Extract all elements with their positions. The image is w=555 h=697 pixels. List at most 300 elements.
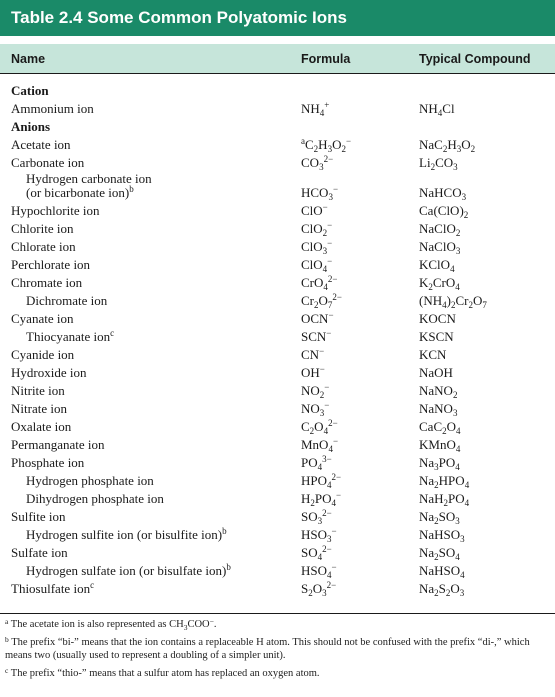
formula-part: 4: [455, 444, 461, 454]
formula-part: 2: [341, 144, 346, 154]
formula-part: PO: [314, 491, 332, 506]
table-row: [0, 400, 555, 418]
formula-cell: [301, 401, 329, 417]
footnote-mark: b: [5, 634, 9, 644]
section-heading-row: [0, 82, 555, 100]
table-row: [0, 310, 555, 328]
formula-cell: [301, 275, 337, 291]
formula-part: −: [327, 256, 333, 266]
formula-part: 7: [327, 300, 333, 310]
formula-cell: [301, 155, 333, 171]
formula-part: NaH: [419, 491, 444, 506]
formula-part: NaClO: [419, 221, 456, 236]
formula-part: CO: [435, 155, 454, 170]
formula-part: 4: [456, 426, 461, 436]
ion-name-cell: [11, 137, 71, 153]
formula-part: −: [327, 238, 333, 248]
table-row: [0, 292, 555, 310]
formula-part: 3: [453, 162, 458, 172]
formula-part: ClO: [301, 257, 323, 272]
typical-compound-cell: [419, 545, 460, 561]
formula-part: 2: [445, 588, 451, 598]
formula-part: 3: [319, 162, 324, 172]
formula-part: 2: [468, 300, 473, 310]
ion-name-cell: [11, 383, 65, 399]
formula-part: 2: [319, 390, 325, 400]
formula-part: −: [328, 310, 334, 320]
ion-name: Sulfate ion: [11, 545, 68, 560]
formula-part: O: [450, 581, 460, 596]
formula-part: 4: [460, 570, 465, 580]
formula-part: −: [326, 328, 332, 338]
formula-part: O: [472, 293, 483, 308]
formula-part: −: [332, 436, 339, 446]
section-heading-row: [0, 118, 555, 136]
formula-part: 4: [331, 498, 337, 508]
typical-compound-cell: [419, 383, 457, 399]
formula-part: SO: [301, 545, 318, 560]
ion-name-cell: [11, 155, 84, 171]
ion-name-cell: [11, 455, 84, 471]
footnote: [5, 618, 550, 632]
formula-part: 3: [322, 588, 327, 598]
formula-cell: [301, 455, 332, 471]
footnotes: [5, 618, 550, 684]
formula-part: NH: [419, 101, 438, 116]
formula-cell: [301, 509, 332, 525]
formula-part: +: [324, 100, 330, 110]
formula-part: O: [314, 419, 324, 434]
ion-name: Hydrogen sulfate ion (or bisulfate ion): [26, 563, 227, 578]
ion-name: Nitrite ion: [11, 383, 65, 398]
formula-part: O: [461, 137, 471, 152]
typical-compound-cell: [419, 101, 455, 117]
typical-compound-cell: [419, 137, 475, 153]
formula-part: CrO: [432, 275, 456, 290]
table-row: [0, 100, 555, 118]
formula-cell: [301, 545, 332, 561]
formula-part: 4: [322, 264, 328, 274]
formula-part: HPO: [301, 473, 328, 488]
table-row: [0, 256, 555, 274]
ion-name: Cyanide ion: [11, 347, 75, 362]
typical-compound-cell: [419, 581, 464, 597]
table-row: [0, 508, 555, 526]
ion-name: Permanganate ion: [11, 437, 105, 452]
ion-name-cell: [11, 437, 105, 453]
ion-name-cell: [11, 119, 50, 135]
ion-name-cell: [11, 581, 94, 597]
column-header-compound: Typical Compound: [419, 52, 531, 66]
formula-part: 2: [463, 210, 469, 220]
table-row: [0, 136, 555, 154]
column-header-name: Name: [11, 52, 46, 66]
formula-part: 2: [314, 300, 319, 310]
formula-part: NaHSO: [419, 563, 461, 578]
table-row: [0, 490, 555, 508]
formula-part: PO: [448, 491, 465, 506]
formula-part: 2: [442, 426, 447, 436]
ion-name: Hydrogen phosphate ion: [26, 473, 154, 488]
formula-part: 7: [482, 300, 487, 310]
formula-part: Na: [419, 509, 435, 524]
formula-part: 3: [455, 246, 461, 256]
formula-part: 4: [327, 480, 332, 490]
formula-part: COO: [187, 619, 210, 630]
formula-part: SO: [438, 509, 456, 524]
footnote: [5, 667, 550, 681]
ion-name-cell: [11, 257, 90, 273]
formula-part: 3: [461, 192, 467, 202]
formula-part: The prefix “thio-” means that a sulfur atom has replaced an oxygen atom.: [10, 667, 320, 679]
formula-part: 2: [470, 144, 476, 154]
formula-part: OCN: [301, 311, 329, 326]
formula-cell: [301, 563, 337, 579]
formula-part: 2−: [322, 544, 332, 554]
formula-part: 3: [327, 534, 332, 544]
formula-part: 2: [434, 552, 439, 562]
ion-name-cell: [11, 419, 71, 435]
formula-part: 3: [183, 623, 188, 632]
footnote-mark: a: [5, 617, 9, 626]
ion-name: Hydroxide ion: [11, 365, 87, 380]
typical-compound-cell: [419, 329, 454, 345]
formula-part: OH: [301, 365, 320, 380]
ion-name-cell: [26, 563, 231, 579]
formula-part: KMnO: [419, 437, 456, 452]
formula-part: 4: [319, 108, 325, 118]
ion-name-cell: [11, 221, 73, 237]
ion-name: Oxalate ion: [11, 419, 72, 434]
formula-part: −: [319, 364, 325, 374]
formula-part: 2: [450, 300, 456, 310]
formula-part: NH: [301, 101, 320, 116]
ion-name-cell: [26, 491, 164, 507]
formula-part: −: [332, 184, 339, 194]
formula-cell: [301, 311, 334, 327]
formula-part: 2−: [332, 292, 342, 302]
ion-name: Anions: [11, 119, 51, 134]
formula-part: Cr: [301, 293, 314, 308]
typical-compound-cell: [419, 401, 457, 417]
formula-cell: [301, 329, 331, 345]
formula-part: −: [327, 220, 333, 230]
ion-name: Perchlorate ion: [11, 257, 91, 272]
typical-compound-cell: [419, 311, 456, 327]
formula-part: 3: [327, 144, 333, 154]
ion-name-cell: [11, 311, 73, 327]
formula-part: 4: [464, 498, 470, 508]
formula-part: −: [331, 526, 337, 536]
footnote-marker: b: [226, 562, 231, 572]
formula-part: O: [446, 419, 457, 434]
ion-name: Dichromate ion: [26, 293, 108, 308]
typical-compound-cell: [419, 437, 460, 453]
formula-part: Ca(ClO): [419, 203, 464, 218]
formula-part: NaC: [419, 137, 443, 152]
ion-name-cell: [11, 545, 68, 561]
formula-part: 4: [317, 552, 323, 562]
formula-cell: [301, 473, 341, 489]
formula-part: Na: [419, 581, 435, 596]
ion-name-cell: [11, 275, 82, 291]
formula-part: −: [319, 346, 325, 356]
table-row: [0, 274, 555, 292]
formula-cell: [301, 101, 329, 117]
formula-part: .: [213, 619, 217, 630]
formula-part: 2: [322, 228, 328, 238]
formula-part: C: [305, 137, 314, 152]
formula-part: Li: [419, 155, 431, 170]
column-header-formula: Formula: [301, 52, 351, 66]
formula-cell: [301, 527, 337, 543]
ion-name: Cyanate ion: [11, 311, 74, 326]
ion-name: Hydrogen sulfite ion (or bisulfite ion): [26, 527, 223, 542]
typical-compound-cell: [419, 221, 460, 237]
ion-name: Chlorite ion: [11, 221, 74, 236]
table-row: [0, 436, 555, 454]
formula-part: 4: [323, 282, 328, 292]
typical-compound-cell: [419, 239, 460, 255]
typical-compound-cell: [419, 293, 487, 309]
formula-part: Na: [419, 545, 435, 560]
typical-compound-cell: [419, 419, 461, 435]
formula-part: 3: [460, 534, 465, 544]
formula-part: 4: [327, 570, 332, 580]
formula-part: NaNO: [419, 401, 453, 416]
formula-part: 4: [455, 462, 460, 472]
formula-part: KOCN: [419, 311, 456, 326]
formula-part: 2: [452, 390, 458, 400]
formula-part: 2−: [327, 274, 338, 284]
formula-part: CrO: [301, 275, 324, 290]
ion-name: Nitrate ion: [11, 401, 67, 416]
formula-part: NaNO: [419, 383, 453, 398]
formula-cell: [301, 293, 342, 309]
typical-compound-cell: [419, 257, 455, 273]
formula-part: 3: [322, 246, 328, 256]
formula-part: 2−: [326, 580, 337, 590]
table-row: [0, 580, 555, 598]
formula-part: Na: [419, 455, 435, 470]
formula-part: KCN: [419, 347, 447, 362]
footnote-marker: c: [90, 580, 95, 590]
footnote: [5, 636, 550, 663]
formula-part: ClO: [301, 203, 323, 218]
formula-part: −: [324, 400, 330, 410]
column-header-row: [0, 44, 555, 74]
formula-part: KSCN: [419, 329, 454, 344]
formula-part: PO: [438, 455, 456, 470]
formula-part: MnO: [301, 437, 329, 452]
formula-part: 4: [455, 282, 460, 292]
formula-part: O: [332, 137, 342, 152]
ion-name: Cation: [11, 83, 49, 98]
typical-compound-cell: [419, 455, 460, 471]
table-row: [0, 382, 555, 400]
ion-name-cell: [26, 473, 154, 489]
ion-name-cell: [11, 203, 99, 219]
formula-part: 2: [443, 498, 449, 508]
ion-name-cell: [11, 101, 94, 117]
formula-part: NaClO: [419, 239, 456, 254]
formula-part: 3: [317, 516, 323, 526]
formula-part: 3: [319, 408, 325, 418]
formula-part: CaC: [419, 419, 443, 434]
formula-part: −: [209, 617, 214, 626]
formula-cell: [301, 137, 351, 153]
formula-part: 3: [434, 462, 439, 472]
formula-part: CN: [301, 347, 320, 362]
formula-cell: [301, 419, 338, 435]
formula-part: 3: [456, 144, 462, 154]
table-row: [0, 454, 555, 472]
ion-name: Acetate ion: [11, 137, 71, 152]
formula-part: ClO: [301, 221, 323, 236]
formula-part: −: [324, 382, 330, 392]
ion-name-cell: [26, 329, 114, 345]
formula-part: −: [345, 136, 352, 146]
formula-cell: [301, 347, 324, 363]
formula-cell: [301, 581, 336, 597]
formula-part: C: [301, 419, 310, 434]
footnote-marker: b: [129, 184, 134, 194]
typical-compound-cell: [419, 275, 460, 291]
formula-part: 4: [317, 462, 323, 472]
formula-part: K: [419, 275, 429, 290]
formula-part: O: [318, 293, 328, 308]
formula-part: 4: [437, 108, 443, 118]
ion-name-cell: [26, 172, 152, 200]
formula-part: −: [336, 490, 342, 500]
formula-part: NO: [301, 401, 320, 416]
formula-part: 4: [323, 426, 329, 436]
table-bottom-rule: [0, 613, 555, 614]
table-row: [0, 220, 555, 238]
formula-part: HSO: [301, 527, 328, 542]
formula-cell: [301, 221, 332, 237]
table-row: [0, 364, 555, 382]
footnote-marker: c: [110, 328, 115, 338]
formula-part: 3: [459, 588, 465, 598]
formula-part: KClO: [419, 257, 451, 272]
ion-name: Thiosulfate ion: [11, 581, 91, 596]
formula-part: NO: [301, 383, 320, 398]
formula-part: 2: [442, 144, 448, 154]
ion-name-cell: [11, 401, 67, 417]
typical-compound-cell: [419, 365, 453, 381]
ion-name: Hypochlorite ion: [11, 203, 100, 218]
ion-name: Sulfite ion: [11, 509, 66, 524]
formula-part: S: [438, 581, 446, 596]
formula-part: HPO: [438, 473, 465, 488]
formula-part: −: [331, 562, 337, 572]
formula-part: NaHCO: [419, 185, 462, 200]
formula-cell: [301, 383, 329, 399]
ion-name-cell: [11, 509, 66, 525]
formula-part: H: [318, 137, 328, 152]
formula-part: 4: [450, 264, 455, 274]
typical-compound-cell: [419, 563, 465, 579]
formula-part: NaOH: [419, 365, 453, 380]
formula-part: 4: [455, 552, 460, 562]
ion-name-line: (or bicarbonate ion): [26, 185, 130, 200]
ion-name: Ammonium ion: [11, 101, 94, 116]
table-row: [0, 418, 555, 436]
formula-part: 2−: [323, 154, 334, 164]
ion-name: Chlorate ion: [11, 239, 76, 254]
ion-name-cell: [26, 293, 107, 309]
formula-part: 3: [455, 516, 460, 526]
formula-part: SCN: [301, 329, 327, 344]
formula-part: PO: [301, 455, 318, 470]
ion-name: Dihydrogen phosphate ion: [26, 491, 164, 506]
footnote-marker: b: [222, 526, 227, 536]
typical-compound-cell: [419, 527, 465, 543]
typical-compound-cell: [419, 347, 446, 363]
formula-cell: [301, 203, 328, 219]
formula-part: 2: [310, 498, 315, 508]
formula-part: The prefix “bi-” means that the ion contains a replaceable H atom. This should not be confused with the prefix “di-,” which means two (usually used to represent a doubling of a simpler unit).: [5, 636, 530, 661]
formula-part: 2: [309, 426, 315, 436]
table-title: Table 2.4 Some Common Polyatomic Ions: [0, 0, 555, 36]
table-row: [0, 562, 555, 580]
formula-part: 2: [434, 516, 439, 526]
ion-name-cell: [11, 239, 76, 255]
footnote-mark: c: [5, 665, 9, 675]
formula-part: SO: [301, 509, 318, 524]
table-row: [0, 472, 555, 490]
formula-part: The acetate ion is also represented as CH: [10, 619, 184, 630]
formula-cell: [301, 437, 338, 453]
table-row: [0, 172, 555, 202]
table-row: [0, 544, 555, 562]
formula-part: H: [447, 137, 457, 152]
formula-part: HCO: [301, 185, 329, 200]
table-row: [0, 154, 555, 172]
formula-part: HSO: [301, 563, 328, 578]
ion-name-cell: [26, 527, 227, 543]
formula-part: 2−: [322, 508, 332, 518]
formula-part: ClO: [301, 239, 323, 254]
formula-part: CO: [301, 155, 320, 170]
ion-name-cell: [11, 347, 74, 363]
formula-cell: [301, 365, 325, 381]
table-row: [0, 526, 555, 544]
table-row: [0, 346, 555, 364]
ion-name: Phosphate ion: [11, 455, 85, 470]
formula-part: 3−: [322, 454, 332, 464]
ion-name-line: Hydrogen carbonate ion: [26, 171, 152, 186]
formula-part: H: [301, 491, 311, 506]
typical-compound-cell: [419, 185, 466, 201]
formula-part: O: [312, 581, 323, 596]
formula-part: S: [301, 581, 309, 596]
formula-cell: [301, 185, 338, 201]
table-body: [0, 82, 555, 598]
table-row: [0, 238, 555, 256]
formula-part: Cr: [455, 293, 469, 308]
table-row: [0, 328, 555, 346]
formula-part: a: [301, 136, 305, 146]
formula-part: 2: [430, 162, 436, 172]
ion-name-cell: [11, 365, 86, 381]
table-row: [0, 202, 555, 220]
formula-part: 2: [455, 228, 461, 238]
formula-part: 4: [328, 444, 333, 454]
ion-name: Carbonate ion: [11, 155, 85, 170]
formula-part: SO: [438, 545, 456, 560]
